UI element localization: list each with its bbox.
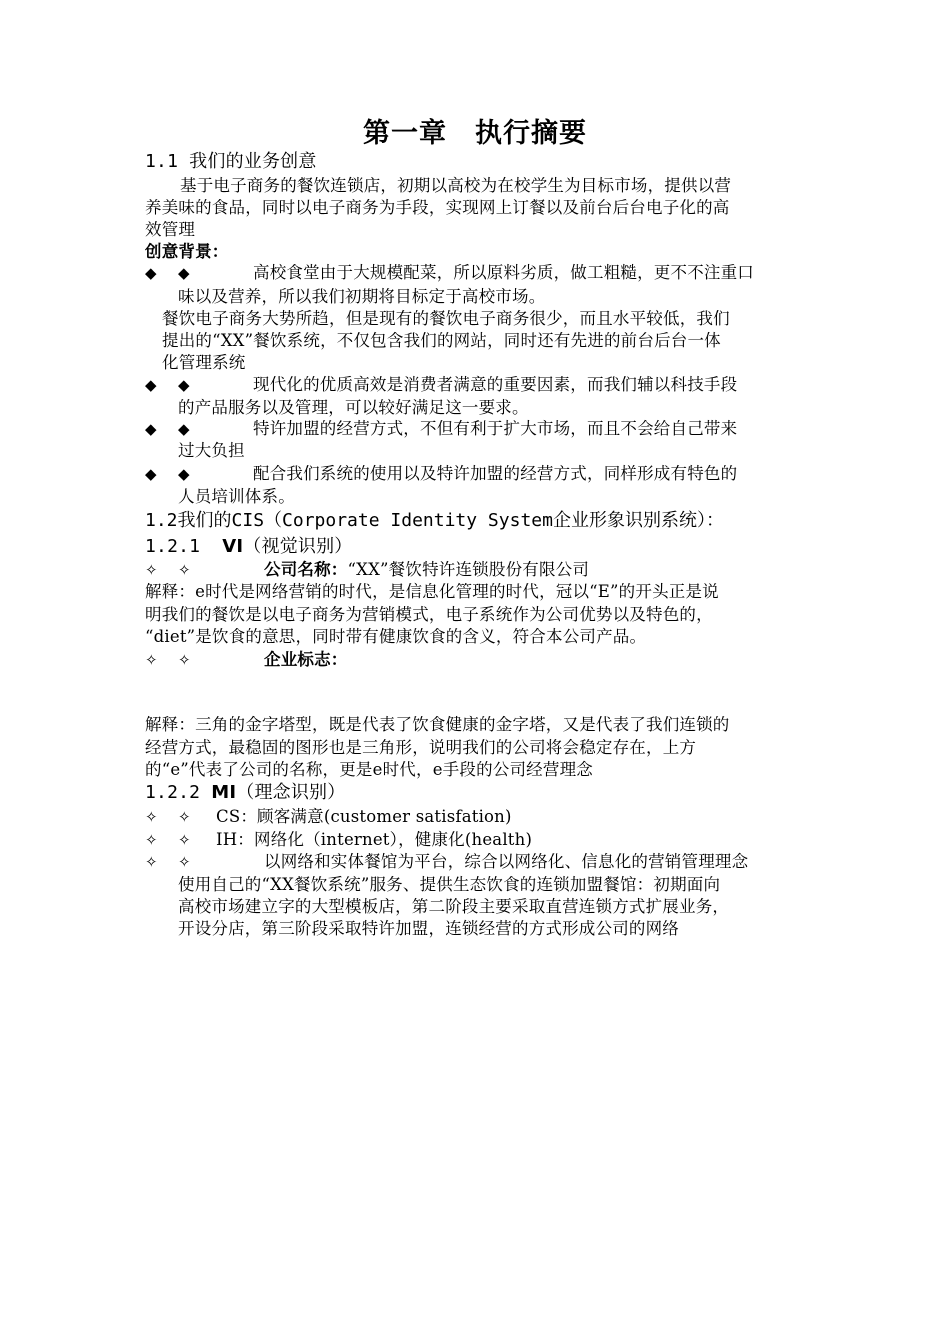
paragraph-line: 化管理系统 bbox=[162, 353, 246, 372]
logo-placeholder bbox=[145, 672, 810, 712]
diamond-bullet-icon: ◆ bbox=[145, 264, 157, 282]
chapter-title: 第一章 执行摘要 bbox=[363, 118, 587, 149]
heading-text: 我们的业务创意 bbox=[189, 151, 317, 172]
logo-explanation-line: 解释：三角的金字塔型，既是代表了饮食健康的金字塔，又是代表了我们连锁的 bbox=[145, 715, 730, 734]
bullet-item: ◆ ◆ 高校食堂由于大规模配菜，所以原料劣质，做工粗糙，更不不注重口 bbox=[145, 263, 754, 282]
star-bullet-icon: ✧ bbox=[178, 831, 191, 849]
diamond-bullet-icon: ◆ bbox=[178, 376, 190, 394]
intro-line: 养美味的食品，同时以电子商务为手段，实现网上订餐以及前台后台电子化的高 bbox=[145, 198, 730, 217]
intro-line: 基于电子商务的餐饮连锁店，初期以高校为在校学生为目标市场，提供以营 bbox=[180, 176, 732, 195]
diamond-bullet-icon: ◆ bbox=[178, 465, 190, 483]
mi-continuation: 使用自己的“XX餐饮系统”服务、提供生态饮食的连锁加盟餐馆：初期面向 bbox=[178, 875, 721, 894]
diamond-bullet-icon: ◆ bbox=[178, 264, 190, 282]
diamond-bullet-icon: ◆ bbox=[145, 465, 157, 483]
star-bullet-icon: ✧ bbox=[178, 808, 191, 826]
bullet-item: ◆ ◆ 现代化的优质高效是消费者满意的重要因素，而我们辅以科技手段 bbox=[145, 375, 738, 394]
logo-explanation-line: 经营方式，最稳固的图形也是三角形，说明我们的公司将会稳定存在，上方 bbox=[145, 738, 697, 757]
diamond-bullet-icon: ◆ bbox=[145, 376, 157, 394]
mi-item: ✧ ✧ 以网络和实体餐馆为平台，综合以网络化、信息化的营销管理理念 bbox=[145, 852, 749, 871]
star-bullet-icon: ✧ bbox=[145, 651, 158, 669]
star-bullet-icon: ✧ bbox=[178, 651, 191, 669]
explanation-line: 明我们的餐饮是以电子商务为营销模式，电子系统作为公司优势以及特色的， bbox=[145, 605, 713, 624]
paragraph-line: 提出的“XX”餐饮系统，不仅包含我们的网站，同时还有先进的前台后台一体 bbox=[162, 331, 721, 350]
bullet-continuation: 的产品服务以及管理，可以较好满足这一要求。 bbox=[178, 398, 529, 417]
section-1-2-heading: 1.2我们的CIS（Corporate Identity System企业形象识别系统）： bbox=[145, 510, 724, 531]
bullet-item: ◆ ◆ 特许加盟的经营方式，不但有利于扩大市场，而且不会给自己带来 bbox=[145, 419, 738, 438]
star-bullet-icon: ✧ bbox=[145, 831, 158, 849]
mi-item: ✧ ✧ IH：网络化（internet），健康化(health) bbox=[145, 830, 533, 849]
bullet-continuation: 人员培训体系。 bbox=[178, 487, 295, 506]
heading-number: 1.1 bbox=[145, 151, 179, 172]
paragraph-line: 餐饮电子商务大势所趋，但是现有的餐饮电子商务很少，而且水平较低，我们 bbox=[162, 309, 730, 328]
star-bullet-icon: ✧ bbox=[178, 853, 191, 871]
background-label: 创意背景： bbox=[145, 242, 229, 261]
star-bullet-icon: ✧ bbox=[178, 561, 191, 579]
star-bullet-icon: ✧ bbox=[145, 853, 158, 871]
section-1-2-1-heading: 1.2.1 VI（视觉识别） bbox=[145, 536, 353, 557]
explanation-line: “diet”是饮食的意思，同时带有健康饮食的含义，符合本公司产品。 bbox=[145, 627, 647, 646]
mi-item: ✧ ✧ CS：顾客满意(customer satisfation) bbox=[145, 807, 512, 826]
mi-continuation: 开设分店，第三阶段采取特许加盟，连锁经营的方式形成公司的网络 bbox=[178, 919, 679, 938]
star-bullet-icon: ✧ bbox=[145, 561, 158, 579]
company-name-item: ✧ ✧ 公司名称：“XX”餐饮特许连锁股份有限公司 bbox=[145, 560, 590, 579]
logo-explanation-line: 的“e”代表了公司的名称，更是e时代，e手段的公司经营理念 bbox=[145, 760, 593, 779]
explanation-line: 解释：e时代是网络营销的时代，是信息化管理的时代，冠以“E”的开头正是说 bbox=[145, 582, 719, 601]
section-1-2-2-heading: 1.2.2 MI（理念识别） bbox=[145, 782, 346, 803]
star-bullet-icon: ✧ bbox=[145, 808, 158, 826]
mi-continuation: 高校市场建立字的大型模板店，第二阶段主要采取直营连锁方式扩展业务， bbox=[178, 897, 730, 916]
bullet-continuation: 过大负担 bbox=[178, 441, 245, 460]
bullet-continuation: 味以及营养，所以我们初期将目标定于高校市场。 bbox=[178, 287, 546, 306]
intro-line: 效管理 bbox=[145, 220, 196, 239]
diamond-bullet-icon: ◆ bbox=[145, 420, 157, 438]
logo-item: ✧ ✧ 企业标志： bbox=[145, 650, 348, 669]
section-1-1-heading bbox=[145, 150, 810, 174]
diamond-bullet-icon: ◆ bbox=[178, 420, 190, 438]
bullet-item: ◆ ◆ 配合我们系统的使用以及特许加盟的经营方式，同样形成有特色的 bbox=[145, 464, 738, 483]
